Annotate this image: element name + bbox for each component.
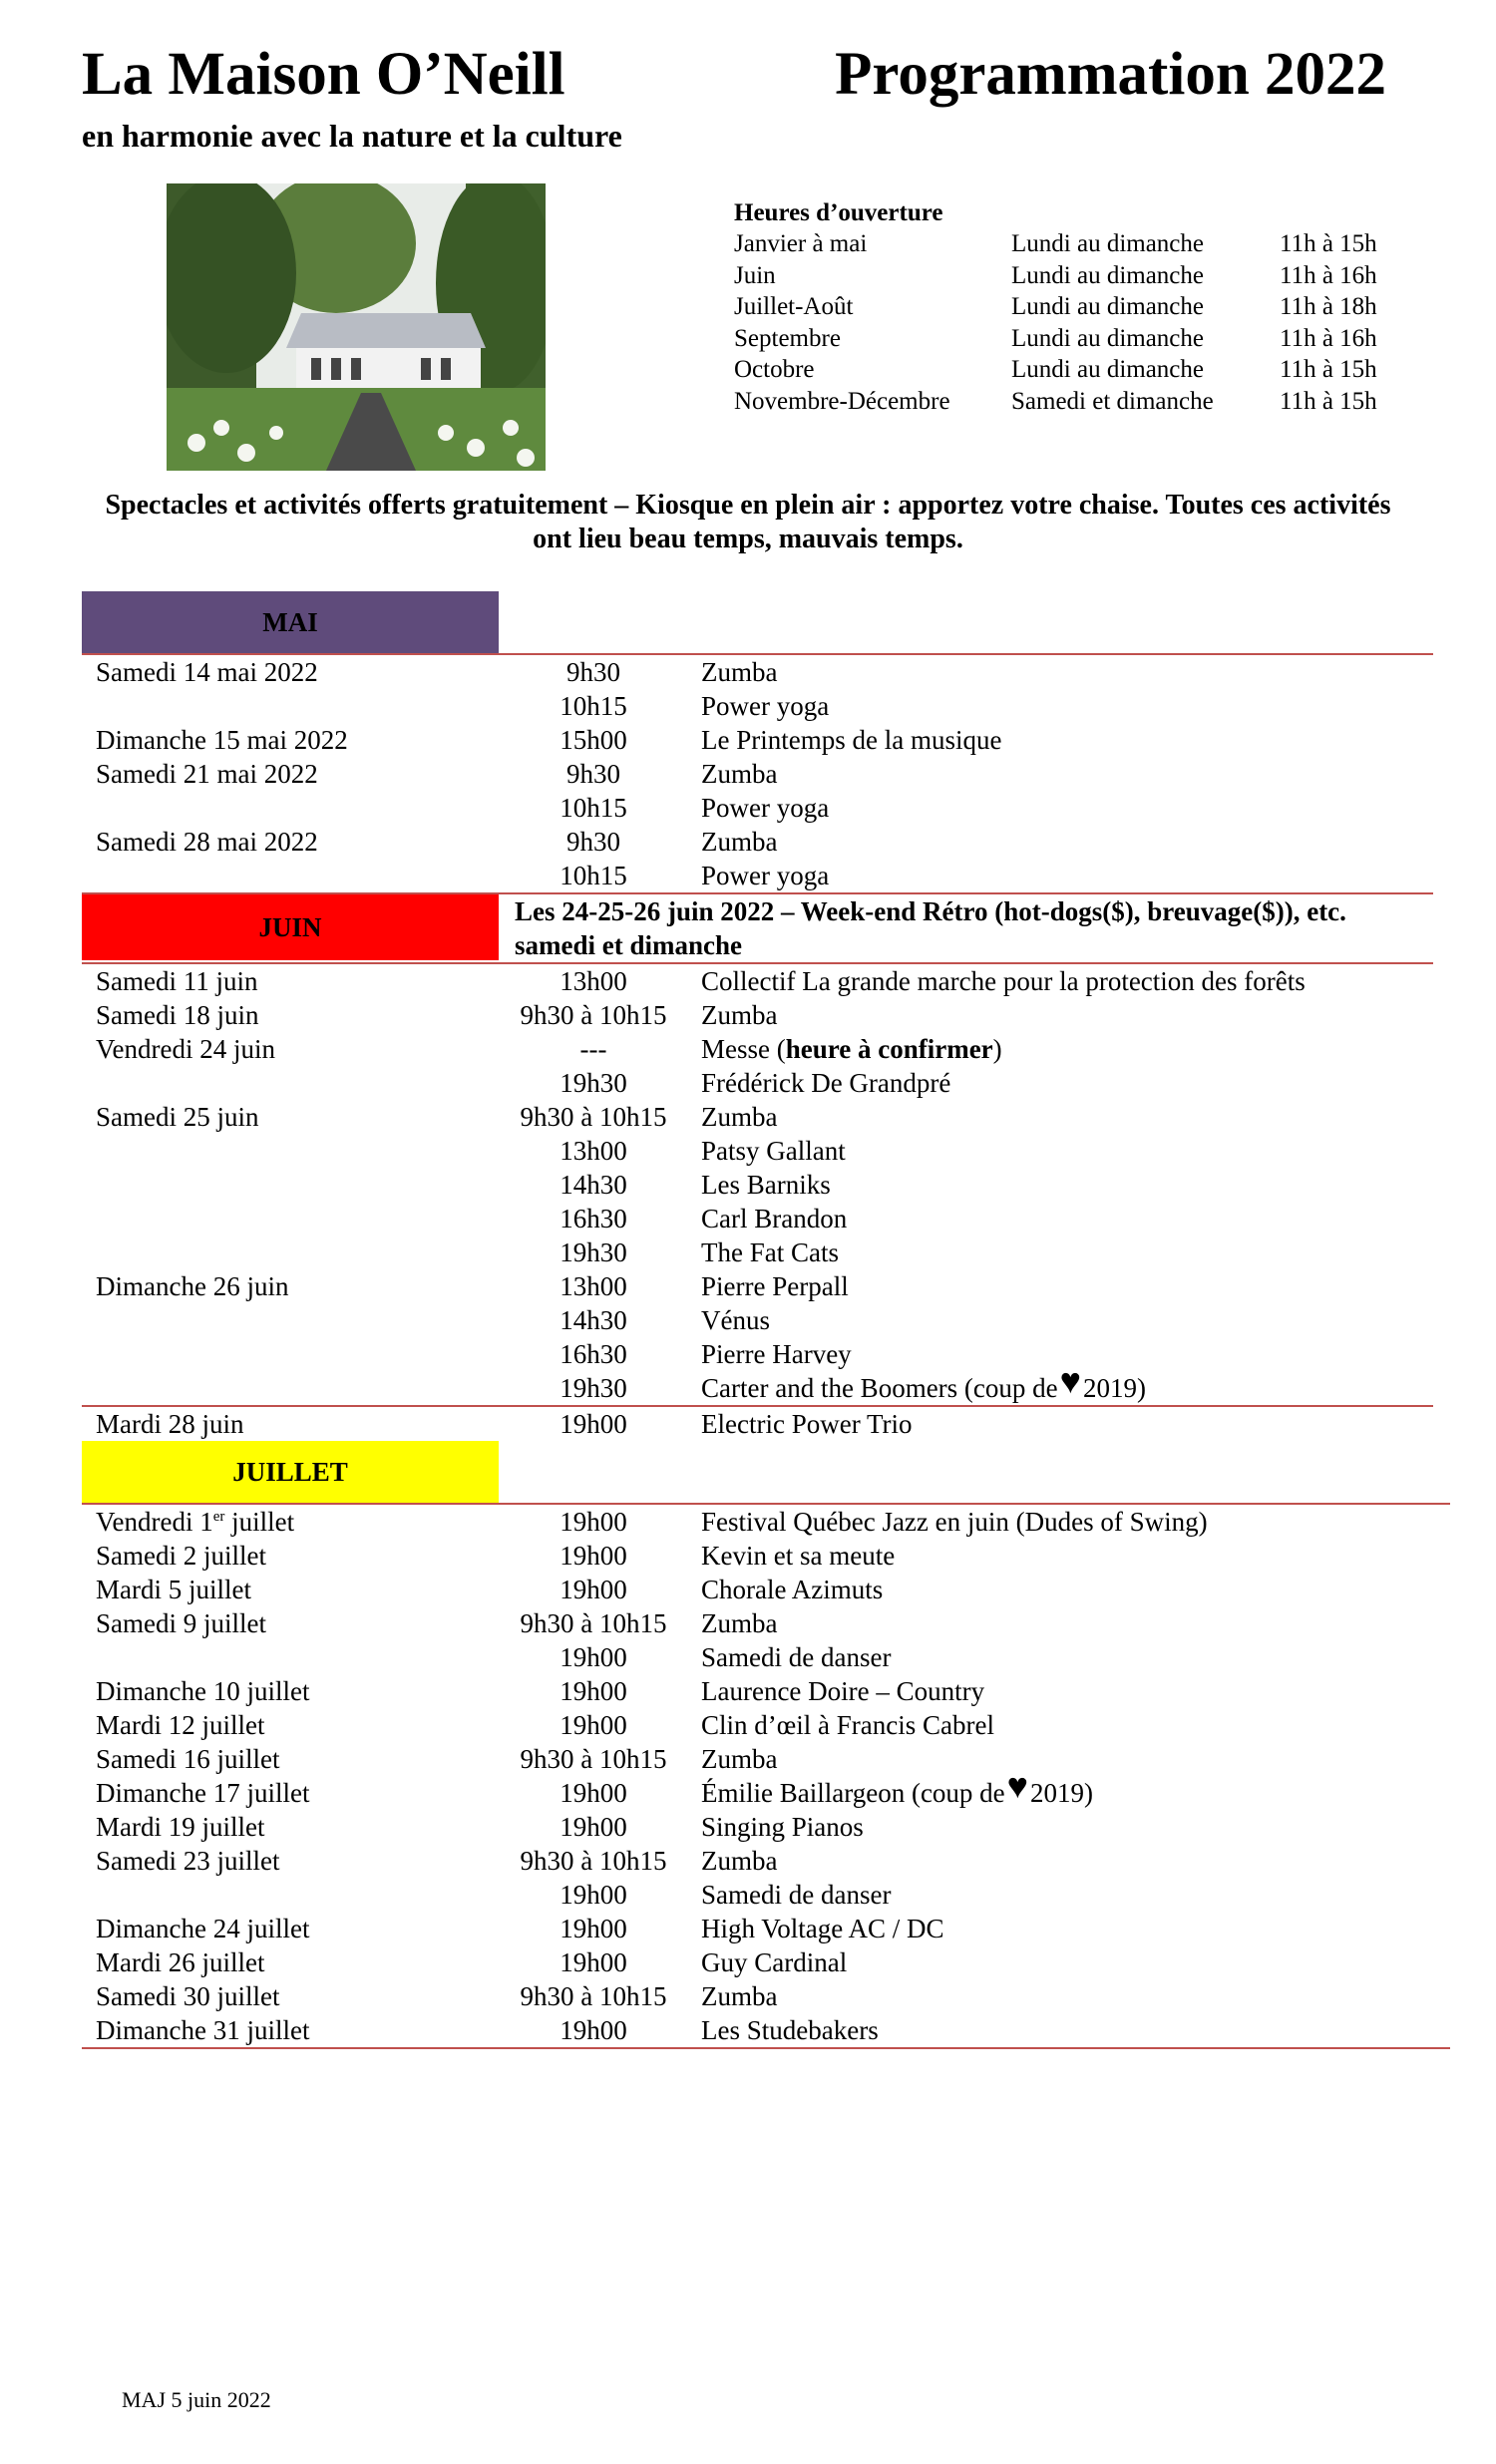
event-date-text: Samedi 11 juin [96,966,258,996]
event-activity-text: Laurence Doire – Country [701,1676,985,1706]
hours-row [734,228,1377,260]
event-activity [701,1742,777,1776]
hours-days: Lundi au dimanche [1011,293,1204,320]
event-activity [701,1235,839,1269]
schedule-row [82,825,1433,859]
event-activity-text: Electric Power Trio [701,1409,913,1439]
event-activity [701,1766,1094,1810]
hours-row [734,323,1377,355]
event-time: 19h00 [560,2015,627,2045]
schedule-row [82,1405,1433,1441]
event-activity-text: Zumba [701,657,778,687]
event-activity-text: Zumba [701,1744,778,1774]
event-date-text: Mardi 5 juillet [96,1575,251,1604]
hours-time: 11h à 16h [1280,261,1377,289]
hours-period: Janvier à mai [734,230,868,257]
schedule-row [82,1742,1433,1776]
event-time: 13h00 [560,966,627,996]
event-date [96,1505,294,1539]
hours-period: Septembre [734,324,841,352]
schedule-row [82,1573,1433,1606]
event-activity [701,1844,777,1878]
event-time: 9h30 à 10h15 [520,1981,667,2011]
event-activity [701,964,1306,998]
event-date [96,1912,309,1945]
event-date [96,1945,264,1979]
event-activity [701,1134,846,1168]
event-date [96,1810,264,1844]
event-date [96,757,318,791]
schedule-row [82,791,1433,825]
month-note: Les 24-25-26 juin 2022 – Week-end Rétro (hot-dogs($), breuvage($)), etc. samedi et dimanche [515,896,1346,960]
schedule-row [82,1032,1433,1066]
event-activity [701,1202,847,1235]
schedule-row [82,1979,1433,2013]
event-activity-text: Patsy Gallant [701,1136,846,1166]
event-activity-text: Pierre Perpall [701,1271,849,1301]
event-date [96,655,318,689]
event-date [96,1269,288,1303]
event-activity [701,1066,950,1100]
event-activity [701,1100,777,1134]
event-date-sup: er [212,1509,225,1525]
event-activity [701,1539,895,1573]
event-time: 14h30 [560,1170,627,1200]
event-activity-text: Frédérick De Grandpré [701,1068,951,1098]
schedule-row [82,1100,1433,1134]
opening-hours-title: Heures d’ouverture [734,199,943,226]
hours-period: Juillet-Août [734,293,854,320]
schedule-row [82,1337,1433,1371]
event-activity-text: Zumba [701,1846,778,1876]
event-time: 19h30 [560,1068,627,1098]
schedule-row [82,1361,1433,1405]
schedule-row [82,1640,1433,1674]
month-label: MAI [82,591,499,653]
event-time: 13h00 [560,1271,627,1301]
event-activity [701,723,1001,757]
event-activity [701,757,777,791]
event-date [96,1032,275,1066]
event-date-text: Dimanche 10 juillet [96,1676,310,1706]
hours-days: Samedi et dimanche [1011,387,1214,415]
schedule-row [82,1674,1433,1708]
schedule-row [82,859,1433,892]
event-time: 19h00 [560,1575,627,1604]
event-time: 9h30 [566,827,620,857]
schedule-row [82,689,1433,723]
month-label: JUIN [82,894,499,960]
hours-days: Lundi au dimanche [1011,230,1204,257]
event-activity-text: Le Printemps de la musique [701,725,1002,755]
hours-period: Octobre [734,356,815,383]
event-activity-text: Power yoga [701,691,830,721]
event-activity [701,1337,852,1371]
event-activity [701,1945,847,1979]
schedule-row [82,1766,1433,1810]
event-activity-text: Zumba [701,759,778,789]
event-activity-text: Power yoga [701,861,830,890]
event-time: 19h00 [560,1947,627,1977]
event-date-rest: juillet [224,1507,295,1537]
event-date-text: Samedi 30 juillet [96,1981,280,2011]
schedule-row [82,1810,1433,1844]
hours-row [734,354,1377,386]
schedule-row [82,757,1433,791]
event-date-text: Samedi 9 juillet [96,1608,266,1638]
event-time: 19h00 [560,1409,627,1439]
event-date-text: Vendredi 24 juin [96,1034,275,1064]
event-activity-text: Carter and the Boomers (coup de [701,1373,1058,1403]
event-activity [701,1912,944,1945]
hours-time: 11h à 15h [1280,387,1377,415]
event-activity [701,655,777,689]
schedule-row [82,1505,1433,1539]
event-activity-text: Les Barniks [701,1170,831,1200]
program-title: Programmation 2022 [835,41,1386,108]
schedule-row [82,1134,1433,1168]
event-time: 19h00 [560,1710,627,1740]
event-date [96,1539,266,1573]
schedule-row [82,1878,1433,1912]
event-date [96,1708,264,1742]
hours-period: Juin [734,261,776,289]
event-date-text: Dimanche 17 juillet [96,1778,310,1808]
opening-hours [734,197,1377,417]
hours-time: 11h à 15h [1280,356,1377,383]
site-title: La Maison O’Neill [82,41,565,108]
update-date: MAJ 5 juin 2022 [122,2387,271,2412]
heart-icon: ♥ [1059,1361,1082,1401]
event-time: 19h00 [560,1541,627,1571]
event-date [96,1742,279,1776]
event-time: 19h30 [560,1373,627,1403]
event-date-text: Samedi 23 juillet [96,1846,280,1876]
event-activity [701,1303,770,1337]
event-activity [701,1407,912,1441]
event-activity-text: Émilie Baillargeon (coup de [701,1778,1005,1808]
event-activity [701,998,777,1032]
event-activity-text: Guy Cardinal [701,1947,848,1977]
event-activity-text: Kevin et sa meute [701,1541,896,1571]
event-date [96,2013,309,2047]
event-time: 13h00 [560,1136,627,1166]
event-activity-text: Festival Québec Jazz en juin (Dudes of Swing) [701,1507,1208,1537]
event-time: 9h30 [566,759,620,789]
event-time: 9h30 à 10h15 [520,1608,667,1638]
event-time: 19h30 [560,1237,627,1267]
schedule-row [82,655,1433,689]
event-date-text: Samedi 18 juin [96,1000,259,1030]
heart-icon: ♥ [1006,1766,1029,1806]
event-activity [701,1674,984,1708]
hours-time: 11h à 15h [1280,230,1377,257]
event-activity-text: Pierre Harvey [701,1339,852,1369]
event-date-text: Vendredi 1 [96,1507,213,1537]
event-date-text: Samedi 14 mai 2022 [96,657,318,687]
schedule-row [82,1912,1433,1945]
event-activity-after: 2019) [1030,1778,1094,1808]
event-date-text: Dimanche 31 juillet [96,2015,310,2045]
event-activity-text: Les Studebakers [701,2015,879,2045]
event-date [96,1776,309,1810]
event-time: 19h00 [560,1914,627,1943]
month-header [82,591,1433,655]
schedule-row [82,1606,1433,1640]
schedule-row [82,998,1433,1032]
month-label: JUILLET [82,1441,499,1503]
event-time: 19h00 [560,1812,627,1842]
schedule-row [82,723,1433,757]
schedule-row [82,1168,1433,1202]
hours-time: 11h à 16h [1280,324,1377,352]
schedule-row [82,1235,1433,1269]
event-time: 10h15 [560,691,627,721]
hours-time: 11h à 18h [1280,293,1377,320]
event-time: 19h00 [560,1778,627,1808]
hours-period: Novembre-Décembre [734,387,950,415]
hours-row [734,386,1377,418]
schedule-row [82,1303,1433,1337]
hours-row [734,291,1377,323]
event-date [96,1573,251,1606]
schedule-row [82,964,1433,998]
schedule-row [82,1202,1433,1235]
event-time: 16h30 [560,1204,627,1233]
schedule-table [82,591,1433,2049]
event-date-text: Mardi 26 juillet [96,1947,265,1977]
event-date-text: Dimanche 26 juin [96,1271,289,1301]
event-time: 19h00 [560,1676,627,1706]
event-time: 9h30 à 10h15 [520,1000,667,1030]
event-activity [701,1708,994,1742]
month-note [499,1441,1450,1503]
event-date [96,1674,309,1708]
event-time: 15h00 [560,725,627,755]
intro-text: Spectacles et activités offerts gratuitement – Kiosque en plein air : apportez votre chaise. Toutes ces activités ont lieu beau temps, mauvais temps. [105,490,1391,554]
month-note [499,591,1433,653]
event-activity-text: Clin d’œil à Francis Cabrel [701,1710,994,1740]
schedule-row [82,1539,1433,1573]
event-activity-text: Singing Pianos [701,1812,864,1842]
event-date-text: Samedi 28 mai 2022 [96,827,318,857]
event-time: 9h30 à 10h15 [520,1846,667,1876]
event-activity-text: High Voltage AC / DC [701,1914,944,1943]
event-activity [701,1168,831,1202]
event-date [96,1979,279,2013]
event-time: 16h30 [560,1339,627,1369]
event-activity-text: Zumba [701,1102,778,1132]
event-date [96,723,348,757]
schedule-row [82,2013,1433,2047]
event-activity-text: Vénus [701,1305,770,1335]
event-time: 10h15 [560,793,627,823]
event-activity-text: Carl Brandon [701,1204,848,1233]
event-activity-text: Zumba [701,1000,778,1030]
event-activity [701,1878,891,1912]
event-activity-text: Zumba [701,1981,778,2011]
event-activity [701,1640,891,1674]
event-date [96,1844,279,1878]
schedule-row [82,1066,1433,1100]
event-activity-text: Samedi de danser [701,1642,892,1672]
event-activity-text: Samedi de danser [701,1880,892,1910]
event-date-text: Samedi 16 juillet [96,1744,280,1774]
schedule-bottom-rule [82,2047,1450,2049]
event-date [96,1100,259,1134]
event-date-text: Mardi 19 juillet [96,1812,265,1842]
event-date [96,825,318,859]
event-activity [701,1505,1208,1539]
event-activity [701,1810,864,1844]
event-activity [701,689,829,723]
event-date-text: Samedi 2 juillet [96,1541,266,1571]
month-section-juillet [82,1441,1433,2047]
event-activity-text: Collectif La grande marche pour la protection des forêts [701,966,1306,996]
event-date [96,998,259,1032]
schedule-row [82,1708,1433,1742]
event-activity [701,1032,1002,1066]
event-activity [701,1606,777,1640]
hours-days: Lundi au dimanche [1011,356,1204,383]
event-activity-bold: heure à confirmer [785,1034,993,1064]
event-activity [701,2013,879,2047]
hours-row [734,260,1377,292]
event-date [96,1407,244,1441]
event-date-text: Dimanche 15 mai 2022 [96,725,348,755]
event-activity [701,1269,849,1303]
event-activity-text: Chorale Azimuts [701,1575,884,1604]
event-time: 19h00 [560,1880,627,1910]
event-activity-after: 2019) [1083,1373,1147,1403]
event-activity-text: The Fat Cats [701,1237,839,1267]
event-date-text: Mardi 28 juin [96,1409,244,1439]
hours-days: Lundi au dimanche [1011,324,1204,352]
event-time: 19h00 [560,1642,627,1672]
month-header [82,892,1433,964]
subtitle: en harmonie avec la nature et la culture [82,118,622,154]
event-activity [701,825,777,859]
event-date [96,964,258,998]
event-time: 9h30 à 10h15 [520,1744,667,1774]
event-activity [701,1979,777,2013]
event-time: --- [579,1034,607,1064]
event-date [96,1606,266,1640]
month-header [82,1441,1450,1505]
month-section-juin [82,892,1433,1441]
event-time: 9h30 à 10h15 [520,1102,667,1132]
schedule-row [82,1945,1433,1979]
hours-days: Lundi au dimanche [1011,261,1204,289]
event-activity-text: Messe ( [701,1034,786,1064]
event-date-text: Samedi 21 mai 2022 [96,759,318,789]
event-activity-after: ) [992,1034,1002,1064]
house-photo [167,183,546,471]
event-date-text: Dimanche 24 juillet [96,1914,310,1943]
event-time: 9h30 [566,657,620,687]
event-activity [701,859,829,892]
event-time: 19h00 [560,1507,627,1537]
event-date-text: Samedi 25 juin [96,1102,259,1132]
event-activity-text: Zumba [701,1608,778,1638]
event-activity-text: Power yoga [701,793,830,823]
event-date-text: Mardi 12 juillet [96,1710,265,1740]
event-activity [701,1361,1147,1405]
event-time: 10h15 [560,861,627,890]
event-activity [701,791,829,825]
schedule-row [82,1844,1433,1878]
event-activity [701,1573,883,1606]
month-section-mai [82,591,1433,892]
schedule-row [82,1269,1433,1303]
event-time: 14h30 [560,1305,627,1335]
event-activity-text: Zumba [701,827,778,857]
